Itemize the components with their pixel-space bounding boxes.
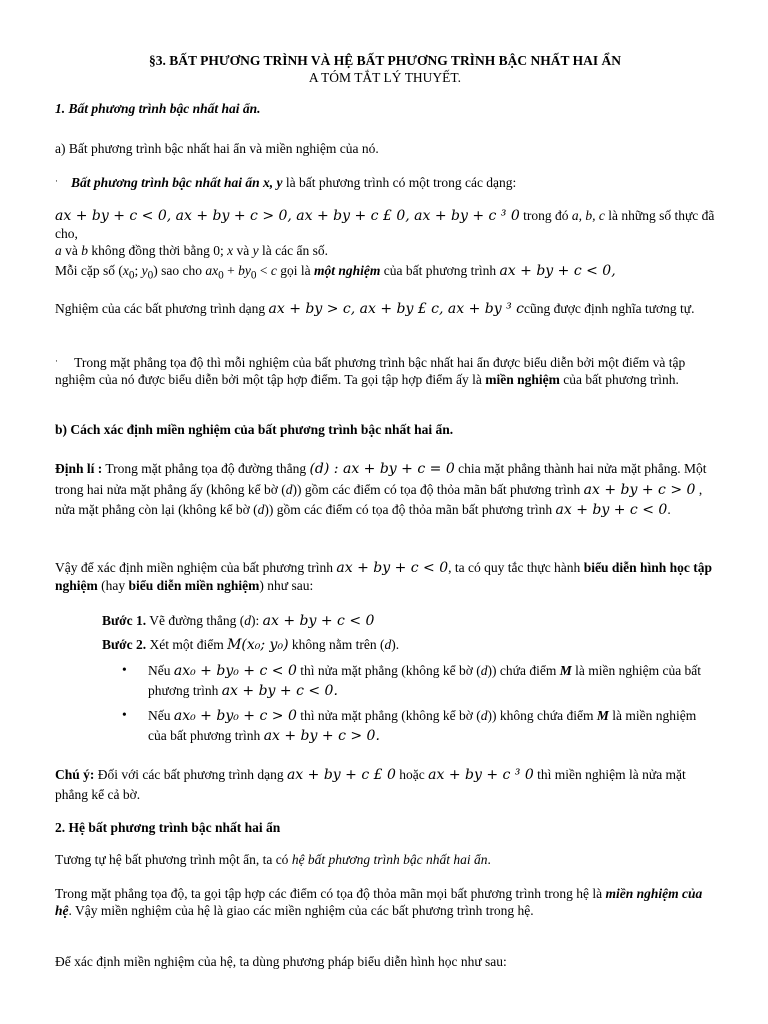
definition-text: là bất phương trình có một trong các dạng: <box>282 175 517 190</box>
case-1-text-c: )) chứa điểm <box>487 663 560 678</box>
case-1-formula: ax₀ + by₀ + c < 0 <box>173 663 297 679</box>
note-text-1: Đối với các bất phương trình dạng <box>94 767 287 782</box>
pair-by: by <box>238 263 251 278</box>
forms-formula: ax + by + c < 0, ax + by + c > 0, ax + by + c £ 0, ax + by + c ³ 0 <box>55 208 520 224</box>
theorem-formula-2: ax + by + c < 0 <box>555 502 668 518</box>
case-2-text <box>148 706 718 746</box>
rule-text-2: , ta có quy tắc thực hành <box>448 560 584 575</box>
theorem-text-3: )) gồm các điểm có tọa độ thỏa mãn bất phương trình <box>292 481 584 497</box>
theorem-end: . <box>667 502 671 517</box>
rule-text-3: (hay <box>97 578 129 593</box>
bullet-dot: • <box>122 707 127 722</box>
theorem-text-4: , nửa mặt phẳng còn lại (không kể bờ ( <box>55 481 703 517</box>
section-1-heading: 1. Bất phương trình bậc nhất hai ẩn. <box>55 101 261 116</box>
step-2-formula: M(x₀; y₀) <box>227 637 289 653</box>
pair-plus: + <box>223 263 239 278</box>
sub-0: 0 <box>218 269 224 282</box>
case-1-text-e: là miền nghiệm của bất phương trình <box>148 663 702 698</box>
theorem-text-2: chia mặt phẳng thành hai nửa mặt phẳng. Một trong hai nửa mặt phẳng ấy (không kể bờ ( <box>55 461 707 497</box>
note-text-2: hoặc <box>395 767 429 782</box>
solution-pair-paragraph <box>55 262 715 285</box>
case-1-formula-2: ax + by + c < 0. <box>221 683 338 699</box>
case-2 <box>122 706 712 746</box>
note-label: Chú ý: <box>55 767 95 782</box>
section-2-p2 <box>55 885 715 919</box>
step-1-text: Vẽ đường thẳng ( <box>146 613 245 628</box>
bullet-mark: · <box>55 176 58 186</box>
case-1-d: d <box>480 663 488 678</box>
forms-paragraph <box>55 207 715 259</box>
plane-text: Trong mặt phẳng tọa độ thì mỗi nghiệm của bất phương trình bậc nhất hai ẩn được biểu diễn bởi một điểm và tập nghiệm của nó được biểu diễn bởi một tập hợp điểm. Ta gọi tập hợp điểm ấy là <box>55 355 686 387</box>
doc-subtitle: A TÓM TẮT LÝ THUYẾT. <box>308 70 462 85</box>
note-formula-2: ax + by + c ³ 0 <box>428 767 534 783</box>
step-1 <box>102 612 702 630</box>
step-2-d: d <box>384 637 392 652</box>
case-2-if: Nếu <box>148 708 174 723</box>
sub-0: 0 <box>250 269 257 282</box>
theorem-formula-1: ax + by + c > 0 <box>583 481 696 498</box>
definition-term: Bất phương trình bậc nhất hai ẩn x, y <box>71 175 283 190</box>
step-1-label: Bước 1. <box>102 613 147 628</box>
step-2-text-3: ). <box>391 637 400 652</box>
theorem-text-5: )) gồm các điểm có tọa độ thỏa mãn bất phương trình <box>264 502 556 517</box>
pair-ax: ax <box>205 263 219 278</box>
sol-text-1: Nghiệm của các bất phương trình dạng <box>55 301 269 316</box>
section-2-p1 <box>55 851 715 868</box>
theorem-line-formula: (d) : ax + by + c = 0 <box>309 461 455 477</box>
pair-text-7: của bất phương trình <box>380 263 500 278</box>
plane-paragraph <box>55 353 715 388</box>
section-2-heading: 2. Hệ bất phương trình bậc nhất hai ẩn <box>55 820 281 835</box>
step-2-label: Bước 2. <box>102 637 147 652</box>
case-2-text-e: là miền nghiệm của bất phương trình <box>148 708 697 743</box>
case-1-if: Nếu <box>148 663 174 678</box>
rule-bold-2: biểu diễn miền nghiệm <box>128 578 260 593</box>
step-2-text: Xét một điểm <box>146 637 228 652</box>
case-1-M: M <box>559 663 572 678</box>
forms-end: là các ẩn số. <box>258 243 328 258</box>
rule-text-4: ) như sau: <box>259 578 314 593</box>
case-2-formula-2: ax + by + c > 0. <box>263 728 380 744</box>
var-y: y <box>252 243 259 258</box>
pair-lt: < <box>256 263 271 278</box>
case-1-text-b: thì nửa mặt phẳng (không kể bờ ( <box>296 663 481 678</box>
theorem-paragraph <box>55 459 715 521</box>
sub-0: 0 <box>147 269 154 282</box>
subsection-a-heading: a) Bất phương trình bậc nhất hai ẩn và miền nghiệm của nó. <box>55 141 379 156</box>
theorem-text-1: Trong mặt phẳng tọa độ đường thẳng <box>102 461 310 476</box>
sol-formula: ax + by > c, ax + by £ c, ax + by ³ c <box>268 301 525 317</box>
step-2 <box>102 636 702 654</box>
forms-abc: a, b, c <box>571 208 605 223</box>
pair-x0: x <box>122 263 129 278</box>
pair-y0: y <box>141 263 148 278</box>
note-formula-1: ax + by + c £ 0 <box>286 767 396 783</box>
s2-p1-end: . <box>487 852 491 867</box>
bullet-mark: · <box>55 356 58 366</box>
pair-bold: một nghiệm <box>314 263 381 278</box>
section-2-p3: Để xác định miền nghiệm của hệ, ta dùng phương pháp biểu diễn hình học như sau: <box>55 954 507 969</box>
theorem-d: d <box>257 502 265 517</box>
sub-0: 0 <box>128 269 135 282</box>
note-paragraph <box>55 765 715 804</box>
var-x: x <box>227 243 234 258</box>
s2-p2-end: . Vậy miền nghiệm của hệ là giao các miền nghiệm của các bất phương trình trong hệ. <box>68 903 534 918</box>
var-a: a <box>55 243 62 258</box>
case-2-M: M <box>596 708 609 723</box>
pair-text-6: gọi là <box>276 263 314 278</box>
rule-paragraph <box>55 559 715 594</box>
step-1-d: d <box>244 613 252 628</box>
pair-sep: ; <box>134 263 142 278</box>
note-text-3: thì miền nghiệm là nửa mặt phẳng kể cả bờ. <box>55 767 686 802</box>
pair-text-1: Mỗi cặp số ( <box>55 263 123 278</box>
rule-text-1: Vậy để xác định miền nghiệm của bất phương trình <box>55 560 337 575</box>
step-2-text-2: không nằm trên ( <box>288 637 385 652</box>
definition-paragraph <box>55 173 715 191</box>
rule-formula: ax + by + c < 0 <box>336 560 449 576</box>
case-2-formula: ax₀ + by₀ + c > 0 <box>173 708 297 724</box>
s2-p2-bold: miền nghiệm của hệ <box>55 886 703 918</box>
s2-p2-text: Trong mặt phẳng tọa độ, ta gọi tập hợp các điểm có tọa độ thỏa mãn mọi bất phương trình trong hệ là <box>55 886 606 901</box>
s2-p1-text: Tương tự hệ bất phương trình một ẩn, ta có <box>55 852 292 867</box>
other-forms-paragraph <box>55 300 715 318</box>
step-1-formula: ax + by + c < 0 <box>262 613 375 629</box>
rule-bold-1: biểu diễn hình học tập nghiệm <box>55 560 712 593</box>
forms-mid: không đồng thời bằng 0; <box>88 243 228 258</box>
case-1-text <box>148 661 718 701</box>
s2-p1-italic: hệ bất phương trình bậc nhất hai ẩn <box>291 852 488 867</box>
forms-text-2: là những số thực đã cho, <box>55 208 715 241</box>
doc-title: §3. BẤT PHƯƠNG TRÌNH VÀ HỆ BẤT PHƯƠNG TRÌNH BẬC NHẤT HAI ẨN <box>149 53 621 68</box>
plane-bold: miền nghiệm <box>485 372 560 387</box>
case-1 <box>122 661 712 701</box>
forms-and: và <box>61 243 82 258</box>
sol-text-2: cũng được định nghĩa tương tự. <box>524 301 695 316</box>
pair-c: c <box>270 263 277 278</box>
forms-text: trong đó <box>519 208 572 223</box>
plane-end: của bất phương trình. <box>559 372 679 387</box>
subsection-b-heading: b) Cách xác định miền nghiệm của bất phương trình bậc nhất hai ẩn. <box>55 422 454 437</box>
pair-formula: ax + by + c < 0, <box>499 263 616 279</box>
theorem-label: Định lí : <box>55 461 103 476</box>
step-1-text-2: ): <box>251 613 263 628</box>
bullet-dot: • <box>122 662 127 677</box>
case-2-text-b: thì nửa mặt phẳng (không kể bờ ( <box>296 708 481 723</box>
pair-text-3: ) sao cho <box>153 263 206 278</box>
forms-and-2: và <box>233 243 253 258</box>
theorem-d: d <box>285 481 293 497</box>
case-2-d: d <box>480 708 488 723</box>
case-2-text-c: )) không chứa điểm <box>487 708 597 723</box>
var-b: b <box>81 243 88 258</box>
